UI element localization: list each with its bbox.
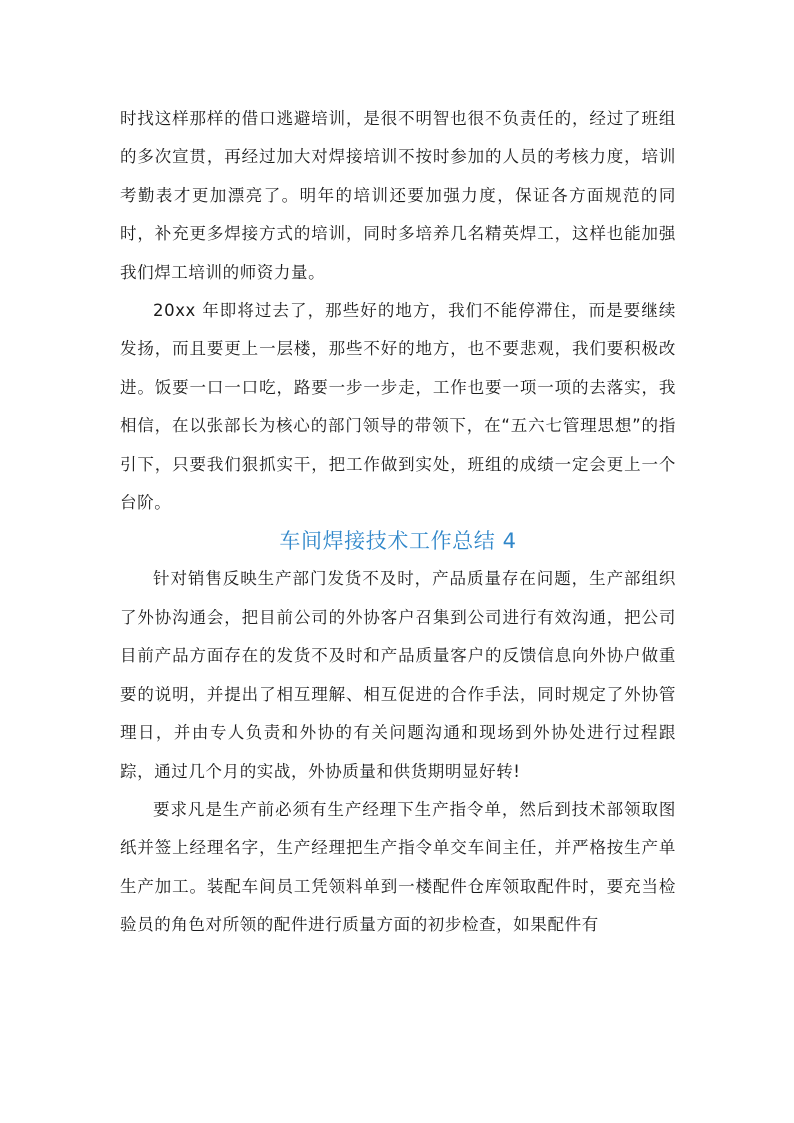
paragraph: 要求凡是生产前必须有生产经理下生产指令单，然后到技术部领取图纸并签上经理名字，生产经理把生产指令单交车间主任，并严格按生产单生产加工。装配车间员工凭领料单到一楼配件仓库领取配件时，要充当检验员的角色对所领的配件进行质量方面的初步检查，如果配件有 <box>120 799 676 935</box>
paragraph: 20xx 年即将过去了，那些好的地方，我们不能停滞住，而是要继续发扬，而且要更上一层楼，那些不好的地方，也不要悲观，我们要积极改进。饭要一口一口吃，路要一步一步走，工作也要一项一项的去落实，我相信，在以张部长为核心的部门领导的带领下，在“五六七管理思想”的指引下，只要我们狠抓实干，把工作做到实处，班组的成绩一定会更上一个台阶。 <box>120 301 676 513</box>
paragraph: 针对销售反映生产部门发货不及时，产品质量存在问题，生产部组织了外协沟通会，把目前公司的外协客户召集到公司进行有效沟通，把公司目前产品方面存在的发货不及时和产品质量客户的反馈信息向外协户做重要的说明，并提出了相互理解、相互促进的合作手法，同时规定了外协管理日，并由专人负责和外协的有关问题沟通和现场到外协处进行过程跟踪，通过几个月的实战，外协质量和供货期明显好转! <box>120 569 676 781</box>
paragraph-continued: 时找这样那样的借口逃避培训，是很不明智也很不负责任的，经过了班组的多次宣贯，再经过加大对焊接培训不按时参加的人员的考核力度，培训考勤表才更加漂亮了。明年的培训还要加强力度，保证各方面规范的同时，补充更多焊接方式的培训，同时多培养几名精英焊工，这样也能加强我们焊工培训的师资力量。 <box>120 109 676 282</box>
section-heading: 车间焊接技术工作总结 4 <box>279 529 517 554</box>
document-body <box>120 100 676 945</box>
